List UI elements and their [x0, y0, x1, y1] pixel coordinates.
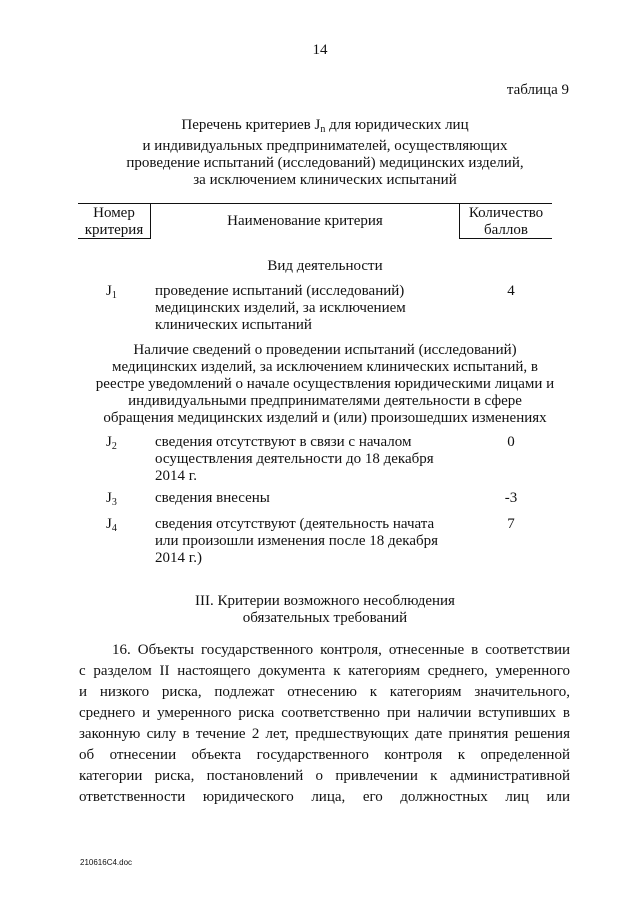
title-line-2: и индивидуальных предпринимателей, осуществляющих — [142, 138, 508, 154]
header-name: Наименование критерия — [227, 213, 383, 229]
criterion-code: $J_3$ — [106, 490, 117, 508]
criterion-description: проведение испытаний (исследований) медицинских изделий, за исключением клинических испытаний — [155, 283, 406, 333]
table-label: таблица 9 — [506, 82, 569, 98]
criterion-score: -3 — [504, 490, 518, 506]
title-line-1: Перечень критериев $J_n$ для юридических лиц — [181, 117, 469, 135]
section-title-activity: Вид деятельности — [267, 258, 383, 274]
header-number: Номер критерия — [84, 205, 144, 238]
paragraph-16: 16. Объекты государственного контроля, отнесенные в соответствии с разделом II настоящего документа к категориям среднего, умеренного и низкого риска, подлежат отнесению к категориям значительного, среднего и умеренного риска соответственно при наличии вступивших в законную силу в течение 2 лет, предшествующих дате принятия решения об отнесении объекта государственного контроля к определенной категории риска, постановлений о привлечении к административной ответственности юридического лица, его должностных лиц или — [79, 642, 570, 805]
title-line-4: за исключением клинических испытаний — [193, 172, 457, 188]
criterion-code: $J_1$ — [106, 283, 117, 301]
criterion-description: сведения отсутствуют в связи с началом осуществления деятельности до 18 декабря 2014 г. — [155, 434, 434, 484]
file-name-footer: 210616C4.doc — [80, 858, 133, 867]
criterion-score: 4 — [507, 283, 515, 299]
section-title-registry: Наличие сведений о проведении испытаний (исследований) медицинских изделий, за исключением клинических испытаний, в реестре уведомлений о начале осуществления юридическими лицами и индивидуальными предпринимателями деятельности в сфере обращения медицинских изделий и (или) произошедших изменениях — [95, 342, 555, 426]
table-title — [80, 117, 570, 189]
chapter-heading: III. Критерии возможного несоблюдения обязательных требований — [195, 593, 455, 626]
criterion-code: $J_2$ — [106, 434, 117, 452]
criterion-description: сведения отсутствуют (деятельность начата или произошли изменения после 18 декабря 2014 г.) — [155, 516, 439, 566]
criterion-score: 7 — [507, 516, 515, 532]
title-line-3: проведение испытаний (исследований) медицинских изделий, — [126, 155, 524, 171]
criterion-code: $J_4$ — [106, 516, 117, 534]
criterion-description: сведения внесены — [155, 490, 270, 506]
criterion-score: 0 — [507, 434, 515, 450]
header-score: Количество баллов — [468, 205, 544, 238]
page-number: 14 — [312, 42, 328, 58]
